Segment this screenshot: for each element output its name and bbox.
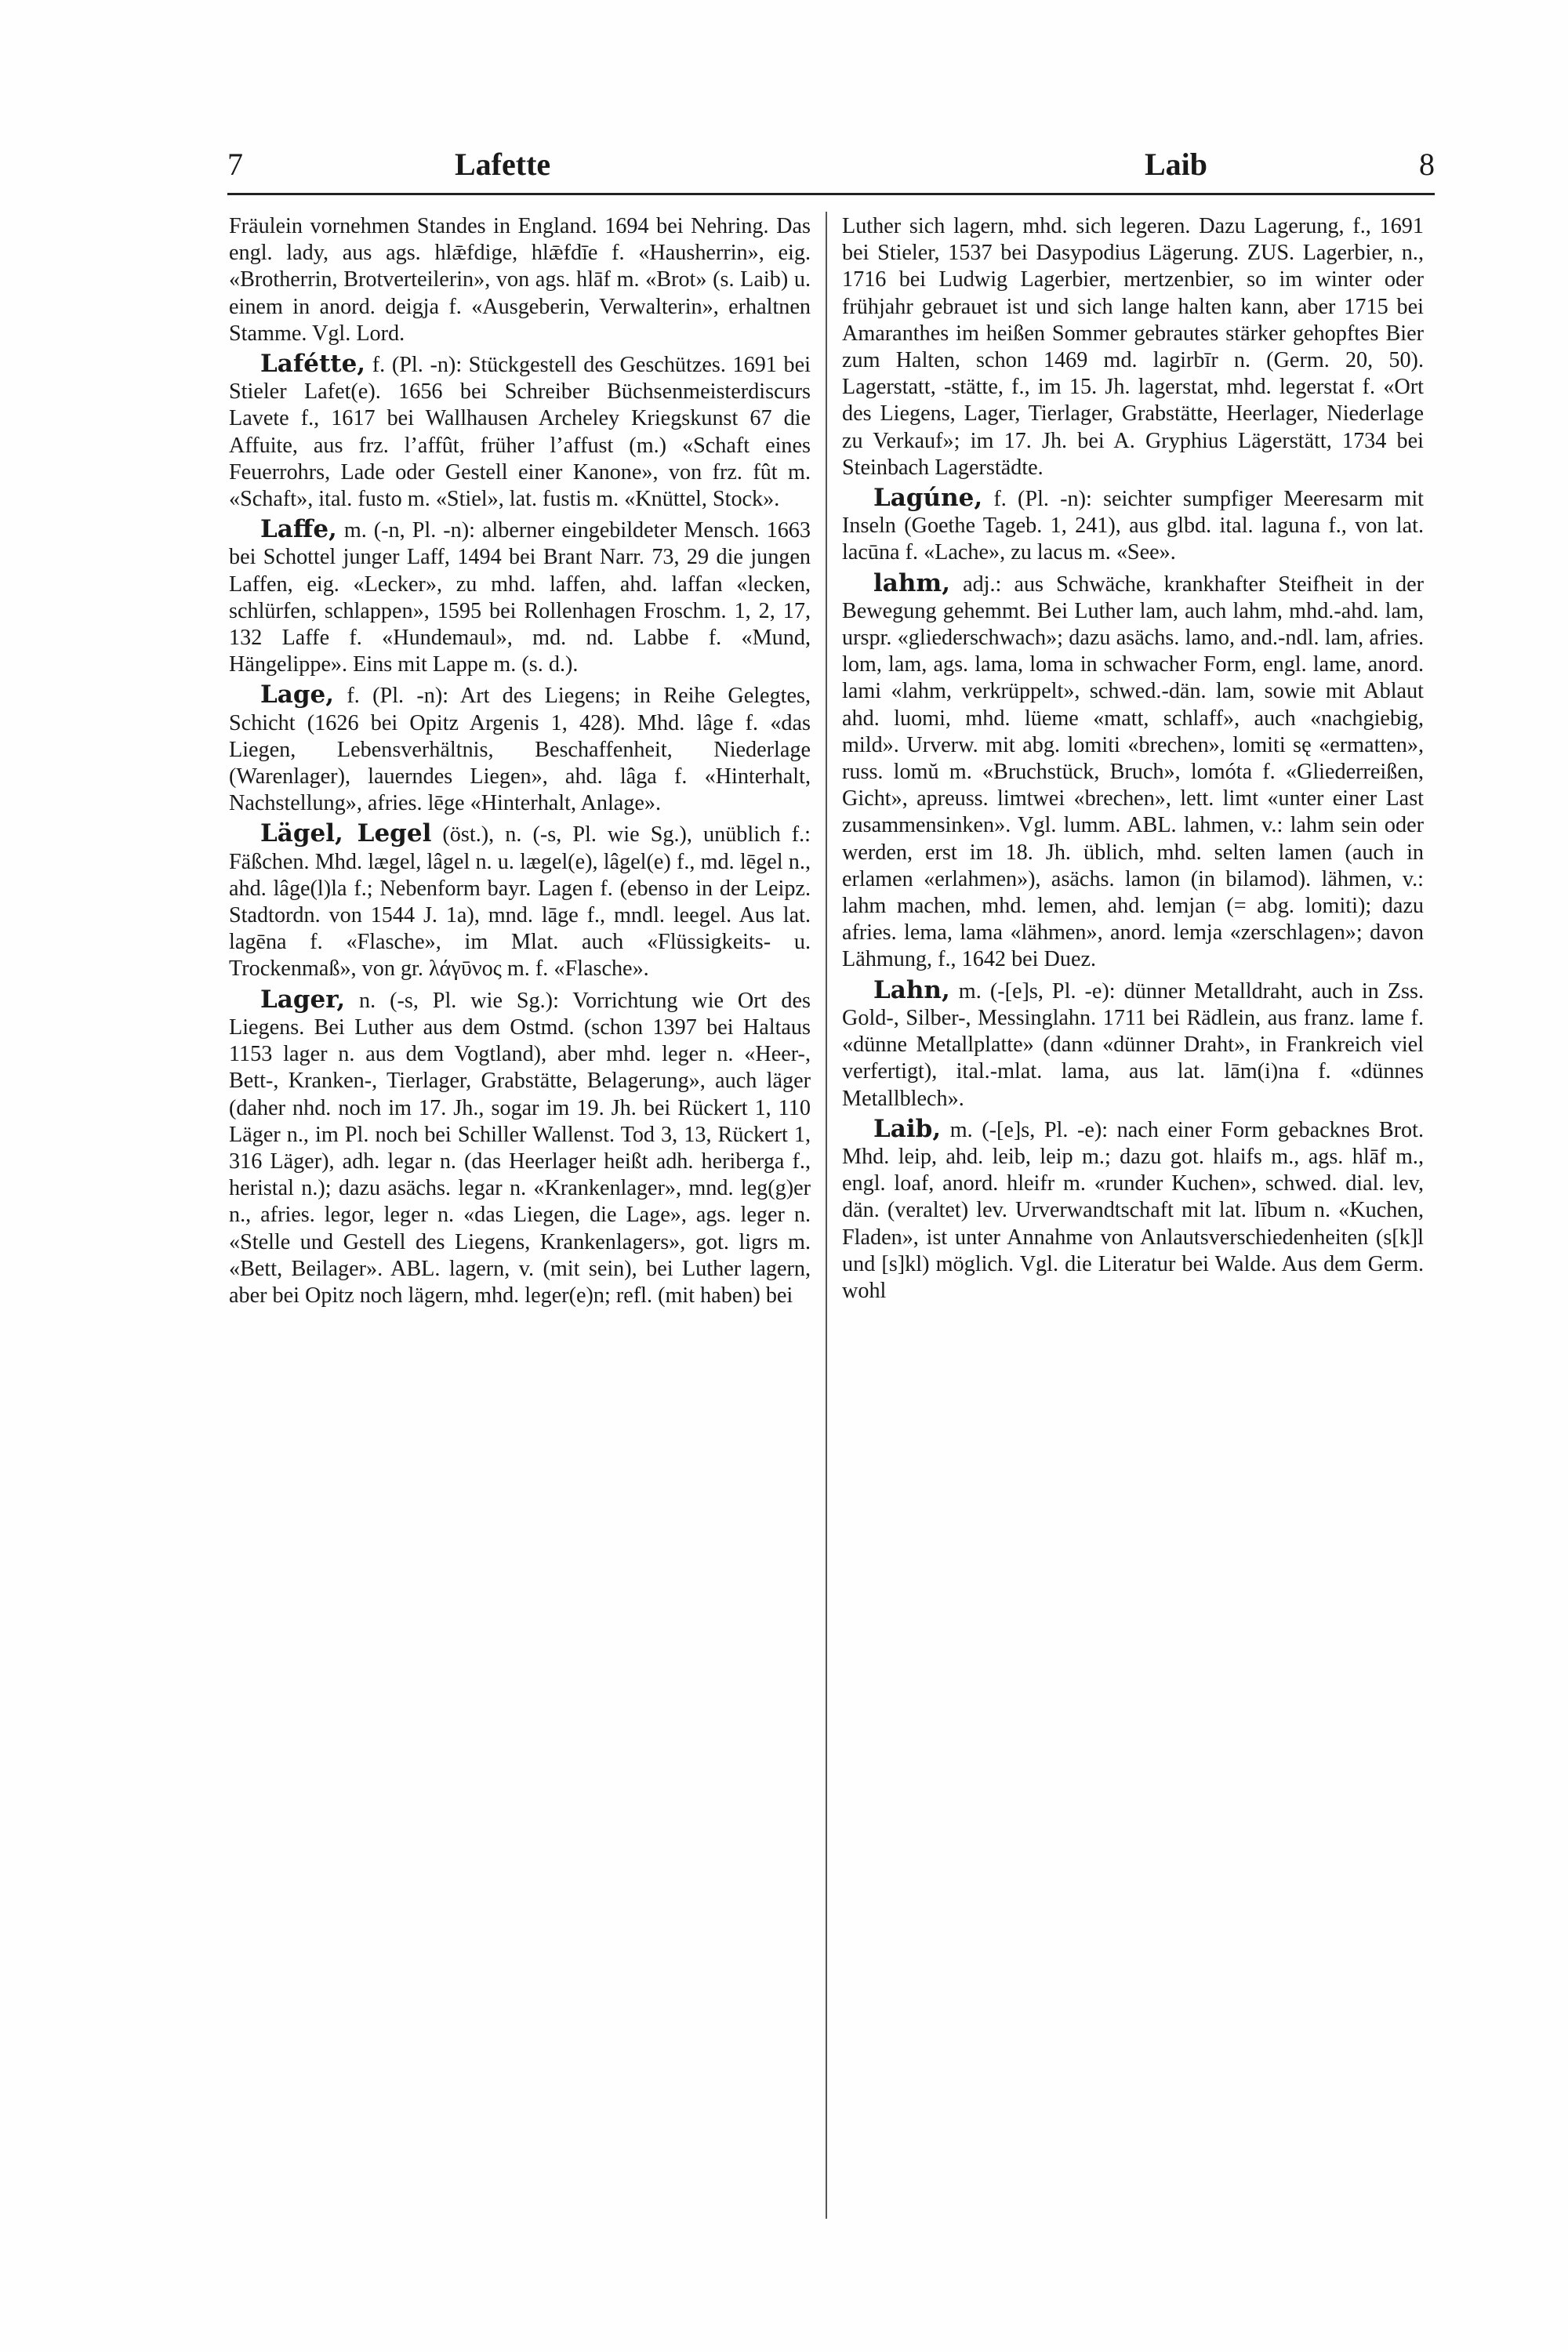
entry-headword: Lägel, Legel <box>260 819 432 848</box>
entry-text: f. (Pl. -n): seichter sumpfiger Meeresarm mit Inseln (Goethe Tageb. 1, 241), aus glbd. ital. laguna f., von lat. lacūna f. «Lache», zu lacus m. «See». <box>842 487 1424 565</box>
entry-text: m. (-n, Pl. -n): alberner eingebildeter Mensch. 1663 bei Schottel junger Laff, 1494 bei Brant Narr. 73, 29 die jungen Laffen, eig. «Lecker», zu mhd. laffen, ahd. laffan «lecken, schlürfen, schlappen», 1595 bei Rollenhagen Froschm. 1, 2, 17, 132 Laffe f. «Hundemaul», md. nd. Labbe f. «Mund, Hängelippe». Eins mit Lappe m. (s. d.). <box>229 518 811 677</box>
dictionary-entry <box>229 681 811 817</box>
entry-text: adj.: aus Schwäche, krankhafter Steifheit in der Bewegung gehemmt. Bei Luther lam, auch lahm, mhd.-ahd. lam, urspr. «gliederschwach»; dazu asächs. lamo, and.-ndl. lam, afries. lom, lam, ags. lama, loma in schwacher Form, engl. lame, anord. lami «lahm, verkrüppelt», schwed.-dän. lam, sowie mit Ablaut ahd. luomi, mhd. lüeme «matt, schlaff», auch «nachgiebig, mild». Urverw. mit abg. lomiti «brechen», lomiti sę «ermatten», russ. lomŭ m. «Bruchstück, Bruch», lomóta f. «Gliederreißen, Gicht», apreuss. limtwei «brechen», lett. limt «unter einer Last zusammensinken». Vgl. lumm. ABL. lahmen, v.: lahm sein oder werden, erst im 18. Jh. üblich, mhd. selten lamen (auch in erlamen «erlahmen»), asächs. lamon (in bilamod). lähmen, v.: lahm machen, mhd. lemen, ahd. lemjan (= abg. lomiti); dazu afries. lema, lama «lähmen», anord. lemja «zerschlagen»; davon Lähmung, f., 1642 bei Duez. <box>842 572 1424 972</box>
dictionary-entry <box>229 516 811 678</box>
entry-headword: Lagúne, <box>873 484 983 513</box>
entry-text: m. (-[e]s, Pl. -e): dünner Metalldraht, auch in Zss. Gold-, Silber-, Messinglahn. 1711 bei Rädlein, aus franz. lame f. «dünne Metallplatte» (dann «dünner Draht», in Frankreich viel verfertigt), ital.-mlat. lama, aus lat. lām(i)na f. «dünnes Metallblech». <box>842 978 1424 1111</box>
entry-headword: Lage, <box>260 681 335 710</box>
entry-text: Luther sich lagern, mhd. sich legeren. Dazu Lagerung, f., 1691 bei Stieler, 1537 bei Dasypodius Lägerung. ZUS. Lagerbier, n., 1716 bei Ludwig Lagerbier, mertzenbier, so im winter oder frühjahr gebrauet ist und sich lange halten kann, aber 1715 bei Amaranthes im heißen Sommer gebrautes stärker gehopftes Bier zum Halten, schon 1469 md. lagirbīr n. (Germ. 20, 50). Lagerstatt, -stätte, f., im 15. Jh. lagerstat, mhd. legerstat f. «Ort des Liegens, Lager, Tierlager, Grabstätte, Heerlager, Niederlage zu Verkauf»; im 17. Jh. bei A. Gryphius Lägerstätt, 1734 bei Steinbach Lagerstädte. <box>842 214 1424 480</box>
entry-headword: lahm, <box>873 568 950 597</box>
entry-text: n. (-s, Pl. wie Sg.): Vorrichtung wie Ort des Liegens. Bei Luther aus dem Ostmd. (schon 1397 bei Haltaus 1153 lager n. aus dem Vogtland), aber mhd. leger n. «Heer-, Bett-, Kranken-, Tierlager, Grabstätte, Belagerung», auch läger (daher nhd. noch im 17. Jh., sogar im 19. Jh. bei Rückert 1, 110 Läger n., im Pl. noch bei Schiller Wallenst. Tod 3, 13, Rückert 1, 316 Läger), adh. legar n. (das Heerlager heißt adh. heriberga f., heristal n.); dazu asächs. legar n. «Krankenlager», mnd. leg(g)er n., afries. legor, leger n. «das Liegen, die Lage», ags. leger n. «Stelle und Gestell des Liegens, Krankenlagers», got. ligrs m. «Bett, Beilager». ABL. lagern, v. (mit sein), bei Luther lagern, aber bei Opitz noch lägern, mhd. leger(e)n; refl. (mit haben) bei <box>229 988 811 1308</box>
continued-paragraph <box>229 213 811 347</box>
page-number-right: 8 <box>1419 147 1435 182</box>
dictionary-entry <box>842 1116 1424 1305</box>
entry-headword: Lafétte, <box>260 350 366 379</box>
column-divider <box>826 212 827 2219</box>
dictionary-entry <box>229 986 811 1309</box>
dictionary-entry <box>229 820 811 982</box>
entry-text: Fräulein vornehmen Standes in England. 1694 bei Nehring. Das engl. lady, aus ags. hlǣfdige, hlǣfdīe f. «Hausherrin», eig. «Brotherrin, Brotverteilerin», von ags. hlāf m. «Brot» (s. Laib) u. einem in anord. deigja f. «Ausgeberin, Verwalterin», erhaltnen Stamme. Vgl. Lord. <box>229 214 811 346</box>
left-column <box>229 213 811 1309</box>
running-headword-right: Laib <box>1145 147 1208 182</box>
page-number-left: 7 <box>227 147 243 182</box>
entry-headword: Lahn, <box>873 975 950 1004</box>
dictionary-entry <box>229 350 811 513</box>
entry-text: m. (-[e]s, Pl. -e): nach einer Form gebacknes Brot. Mhd. leip, ahd. leib, leip m.; dazu got. hlaifs m., ags. hlāf m., engl. loaf, anord. hleifr m. «runder Kuchen», schwed. dial. lev, dän. (veraltet) lev. Urverwandtschaft mit lat. lībum n. «Kuchen, Fladen», ist unter Annahme von Anlautsverschiedenheiten (s[k]l und [s]kl) möglich. Vgl. die Literatur bei Walde. Aus dem Germ. wohl <box>842 1117 1424 1303</box>
dictionary-entry <box>842 570 1424 974</box>
entry-text: f. (Pl. -n): Art des Liegens; in Reihe Gelegtes, Schicht (1626 bei Opitz Argenis 1, 428). Mhd. lâge f. «das Liegen, Lebensverhältnis, Beschaffenheit, Niederlage (Warenlager), lauerndes Liegen», ahd. lâga f. «Hinterhalt, Nachstellung», afries. lēge «Hinterhalt, Anlage». <box>229 684 811 816</box>
dictionary-entry <box>842 977 1424 1112</box>
entry-headword: Laib, <box>873 1114 942 1143</box>
entry-headword: Lager, <box>260 985 346 1014</box>
dictionary-entry <box>842 485 1424 567</box>
entry-text: f. (Pl. -n): Stückgestell des Geschützes. 1691 bei Stieler Lafet(e). 1656 bei Schreiber Büchsenmeisterdiscurs Lavete f., 1617 bei Wallhausen Archeley Kriegskunst 67 die Affuite, aus frz. l’affût, früher l’affust (m.) «Schaft eines Feuerrohrs, Lade oder Gestell einer Kanone», von frz. fût m. «Schaft», ital. fusto m. «Stiel», lat. fustis m. «Knüttel, Stock». <box>229 353 811 512</box>
header-rule <box>227 193 1435 195</box>
entry-headword: Laffe, <box>260 515 337 544</box>
entry-text: (öst.), n. (-s, Pl. wie Sg.), unüblich f.: Fäßchen. Mhd. lægel, lâgel n. u. lægel(e), lâgel(e) f., md. lēgel n., ahd. lâge(l)la f.; Nebenform bayr. Lagen f. (ebenso in der Leipz. Stadtordn. von 1544 J. 1a), mnd. lāge f., mndl. leegel. Aus lat. lagēna f. «Flasche», im Mlat. auch «Flüssigkeits- u. Trockenmaß», von gr. λάγῡνος m. f. «Flasche». <box>229 822 811 982</box>
page-header <box>227 146 1435 190</box>
running-headword-left: Lafette <box>455 147 551 182</box>
continued-paragraph <box>842 213 1424 481</box>
right-column <box>842 213 1424 1305</box>
